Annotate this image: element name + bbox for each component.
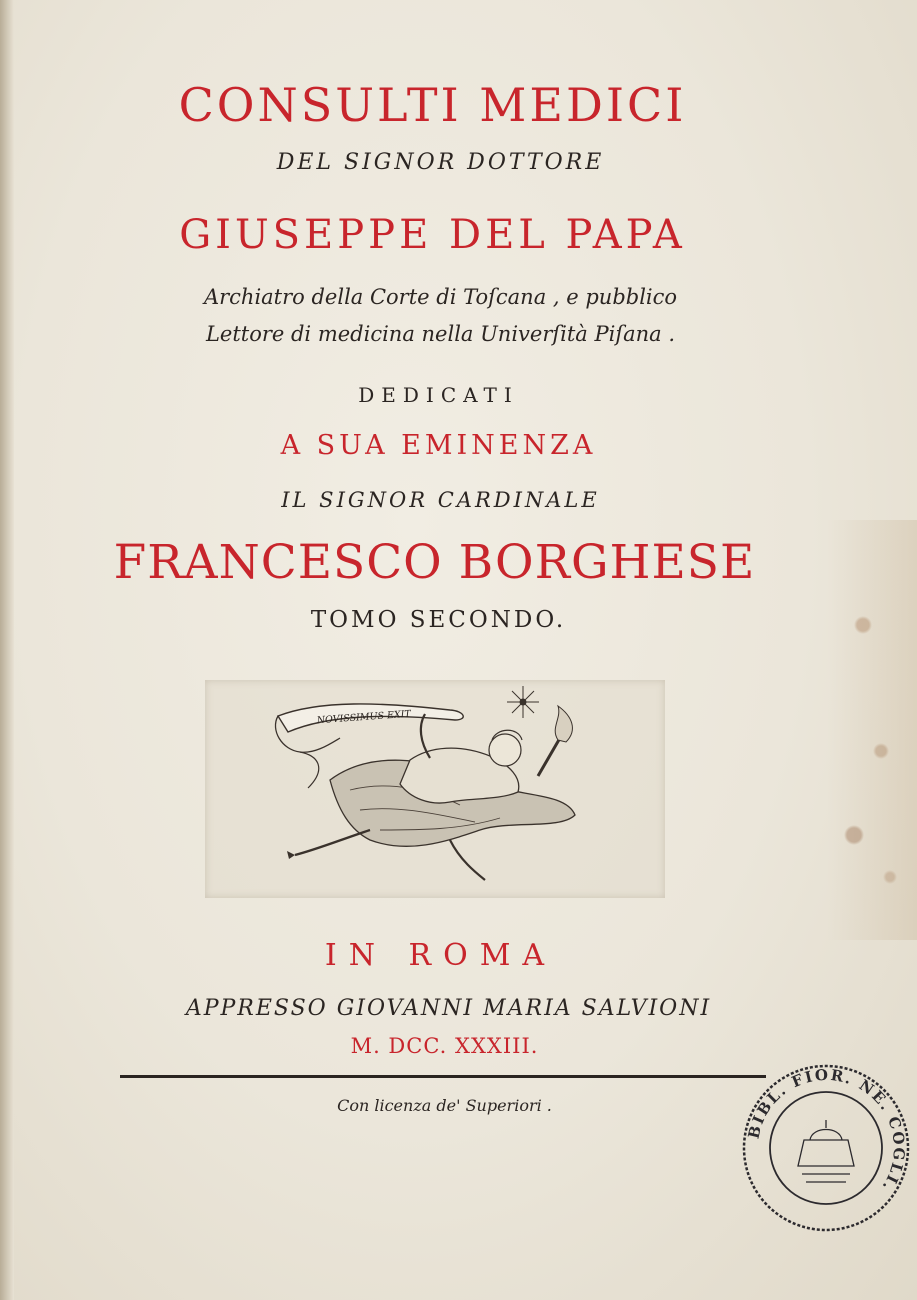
- imprint-date: M. DCC. XXXIII.: [350, 1034, 539, 1058]
- license-note: Con licenza de' Superiori .: [337, 1096, 552, 1115]
- imprint-place: IN ROMA: [324, 938, 557, 973]
- book-title: CONSULTI MEDICI: [178, 78, 687, 132]
- stamp-legend: BIBL. FIOR. NE. COGLI.: [744, 1065, 909, 1196]
- angel-with-torch-vignette: [260, 680, 620, 890]
- library-ownership-stamp: [740, 1062, 912, 1234]
- stamp-emblem: [798, 1120, 854, 1182]
- author-name: GIUSEPPE DEL PAPA: [179, 212, 686, 258]
- star-icon: [507, 686, 539, 718]
- author-prefix: DEL SIGNOR DOTTORE: [276, 150, 605, 175]
- svg-text:BIBL. FIOR. NE. COGLI.: [745, 1066, 909, 1196]
- dedicatee-honorific: A SUA EMINENZA: [280, 430, 597, 461]
- banner-motto: NOVISSIMUS EXIT: [316, 708, 412, 727]
- imprint-rule: [120, 1075, 766, 1078]
- dedicatee-title: IL SIGNOR CARDINALE: [281, 488, 600, 512]
- volume-label: TOMO SECONDO.: [310, 607, 567, 633]
- dedicatee-name: FRANCESCO BORGHESE: [113, 535, 756, 590]
- dedication-label: DEDICATI: [358, 383, 519, 407]
- author-description-line-1: Archiatro della Corte di Toſcana , e pubblico: [203, 285, 678, 309]
- imprint-publisher: APPRESSO GIOVANNI MARIA SALVIONI: [185, 996, 712, 1021]
- author-description-line-2: Lettore di medicina nella Univerſità Piſana .: [205, 322, 676, 346]
